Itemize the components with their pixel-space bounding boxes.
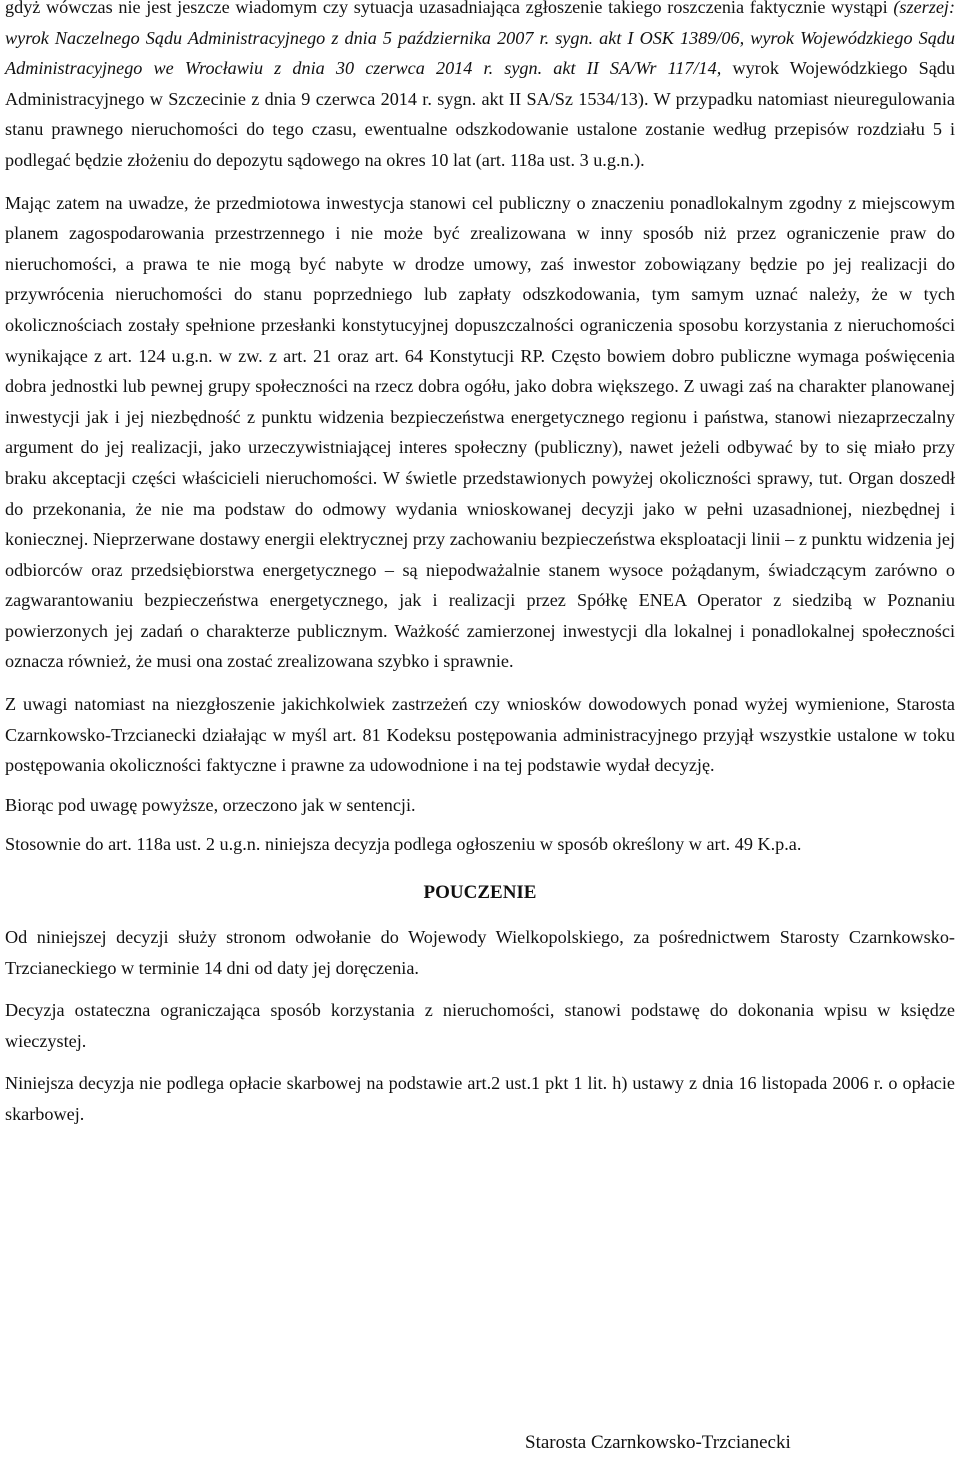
section-heading: POUCZENIE [423,882,537,904]
paragraph-legal-basis [5,0,955,176]
signature-line: Starosta Czarnkowsko-Trzcianecki [525,1432,791,1453]
document-page [5,0,955,1130]
paragraph-appeal: Od niniejszej decyzji służy stronom odwołanie do Wojewody Wielkopolskiego, za pośrednictwem Starosty Czarnkowsko-Trzcianeckiego w terminie 14 dni od daty jej doręczenia. [5,927,955,978]
paragraph-stamp-duty: Niniejsza decyzja nie podlega opłacie skarbowej na podstawie art.2 ust.1 pkt 1 lit. h) ustawy z dnia 16 listopada 2006 r. o opłacie skarbowej. [5,1073,955,1124]
paragraph-text: wyrok Wojewódzkiego Sądu Administracyjnego w Szczecinie z dnia 9 czerwca 2014 r. sygn. akt II SA/Sz 1534/13). W przypadku natomiast nieuregulowania stanu prawnego nieruchomości do tego czasu, ewentualne odszkodowanie ustalone zostanie według przepisów rozdziału 5 i podlegać będzie złożeniu do depozytu sądowego na okres 10 lat (art. 118a ust. 3 u.g.n.). [5,58,955,170]
case-citations: (szerzej: wyrok Naczelnego Sądu Administracyjnego z dnia 5 października 2007 r. sygn. akt I OSK 1389/06, wyrok Wojewódzkiego Sądu Administracyjnego we Wrocławiu z dnia 30 czerwca 2014 r. sygn. akt II SA/Wr 117/14, [5,0,955,79]
paragraph-text: gdyż wówczas nie jest jeszcze wiadomym czy sytuacja uzasadniająca zgłoszenie takiego roszczenia faktycznie wystąpi [5,0,894,17]
paragraph-land-register: Decyzja ostateczna ograniczająca sposób korzystania z nieruchomości, stanowi podstawę do dokonania wpisu w księdze wieczystej. [5,1000,955,1051]
paragraph-conclusion: Biorąc pod uwagę powyższe, orzeczono jak w sentencji. [5,794,416,815]
paragraph-justification: Mając zatem na uwadze, że przedmiotowa inwestycja stanowi cel publiczny o znaczeniu ponadlokalnym zgodny z miejscowym planem zagospodarowania przestrzennego i nie może być zrealizowana w inny sposób niż przez ograniczenie praw do nieruchomości, a prawa te nie mogą być nabyte w drodze umowy, zaś inwestor zobowiązany będzie po jej realizacji do przywrócenia nieruchomości do stanu poprzedniego lub zapłaty odszkodowania, tym samym uznać należy, że w tych okolicznościach zostały spełnione przesłanki konstytucyjnej dopuszczalności ograniczenia sposobu korzystania z nieruchomości wynikające z art. 124 u.g.n. w zw. z art. 21 oraz art. 64 Konstytucji RP. Często bowiem dobro publiczne wymaga poświęcenia dobra jednostki lub pewnej grupy społeczności na rzecz dobra ogółu, jako dobra większego. Z uwagi zaś na charakter planowanej inwestycji jak i jej niezbędność z punktu widzenia bezpieczeństwa energetycznego regionu i państwa, stanowi niezaprzeczalny argument do jej realizacji, jako urzeczywistniającej interes społeczny (publiczny), nawet jeżeli odbywać by to się miało przy braku akceptacji części właścicieli nieruchomości. W świetle przedstawionych powyżej okoliczności sprawy, tut. Organ doszedł do przekonania, że nie ma podstaw do odmowy wydania wnioskowanej decyzji jako w pełni uzasadnionej, niezbędnej i koniecznej. Nieprzerwane dostawy energii elektrycznej przy zachowaniu bezpieczeństwa eksploatacji linii – z punktu widzenia jej odbiorców oraz przedsiębiorstwa energetycznego – są niepodważalnie stanem wysoce pożądanym, świadczącym zarówno o zagwarantowaniu bezpieczeństwa energetycznego, jak i realizacji przez Spółkę ENEA Operator z siedzibą w Poznaniu powierzonych jej zadań o charakterze publicznym. Ważkość zamierzonej inwestycji dla lokalnej i ponadlokalnej społeczności oznacza również, że musi ona zostać zrealizowana szybko i sprawnie. [5,192,955,672]
paragraph-announcement: Stosownie do art. 118a ust. 2 u.g.n. niniejsza decyzja podlega ogłoszeniu w sposób określony w art. 49 K.p.a. [5,834,802,855]
paragraph-evidence: Z uwagi natomiast na niezgłoszenie jakichkolwiek zastrzeżeń czy wniosków dowodowych ponad wyżej wymienione, Starosta Czarnkowsko-Trzcianecki działając w myśl art. 81 Kodeksu postępowania administracyjnego przyjął wszystkie ustalone w toku postępowania okoliczności faktyczne i prawne za udowodnione i na tej podstawie wydał decyzję. [5,694,955,776]
